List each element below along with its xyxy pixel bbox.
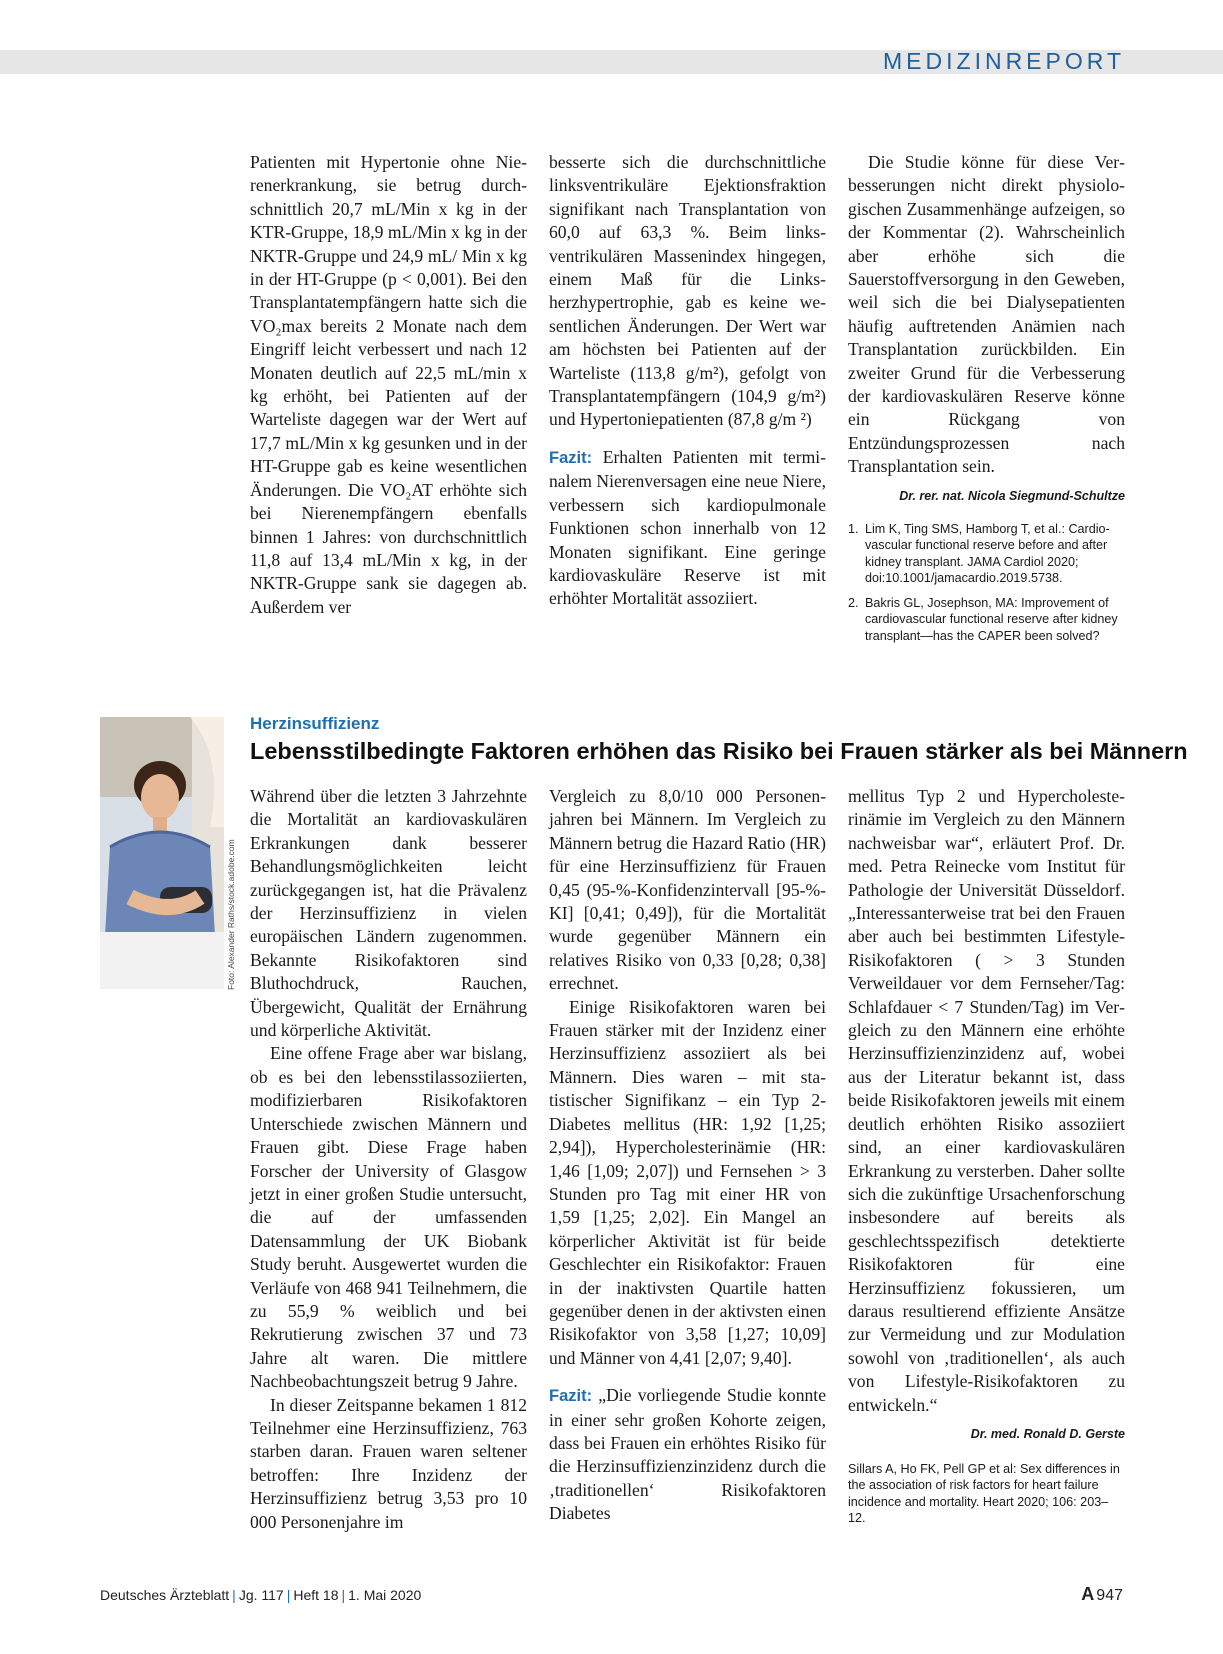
article1-fazit-label: Fazit: — [549, 448, 593, 467]
article2-col2-paragraph: Einige Risikofaktoren waren bei Frauen stärker mit der Inzidenz einer Herzinsuffizienz assoziiert als bei Männern. Dies waren – mit statistischer Signifikanz – ein Typ 2-Diabetes mellitus (HR: 1,92 [1,25; 2,94]), Hypercholesterinämie (HR: 1,46 [1,09; 2,07]) und Fernsehen > 3 Stunden pro Tag mit einer HR von 1,59 [1,25; 2,02]. Ein Mangel an körperlicher Aktivität ist für beide Geschlechter ein Risikofaktor: Frauen in der inaktivsten Quartile hatten gegenüber denen in der aktivsten einen Risikofaktor von 3,58 [1,27; 10,09] und Männer von 4,41 [2,07; 9,40]. — [549, 996, 826, 1368]
journal-issue: Heft 18 — [293, 1587, 339, 1603]
article2-col1-paragraph: Während über die letzten 3 Jahrzehnte die Mortalität an kardiovaskulären Erkrankungen dank besserer Behandlungsmöglichkeiten leicht zurückgegangen ist, hat die Prävalenz der Herzinsuffizienz in vielen europäischen Ländern zugenommen. Bekannte Risikofaktoren sind Bluthochdruck, Rauchen, Übergewicht, Qualität der Ernährung und körperliche Aktivität. — [250, 786, 527, 1041]
article2-reference: Sillars A, Ho FK, Pell GP et al: Sex differences in the association of risk factors for heart failure incidence and mortality. Heart 2020; 106: 203–12. — [848, 1461, 1120, 1526]
section-label: MEDIZINREPORT — [883, 48, 1125, 74]
journal-name: Deutsches Ärzteblatt — [100, 1587, 230, 1603]
footer-separator: | — [286, 1587, 291, 1603]
journal-date: 1. Mai 2020 — [348, 1587, 422, 1603]
article1-col3-text: Die Studie könne für diese Verbesserungen nicht direkt physiologischen Zusammenhänge aufzeigen, so der Kommentar (2). Wahrscheinlich aber erhöhe sich die Sauerstoffversorgung in den Geweben, weil sich die bei Dialysepatienten häufig auftretenden Anämien nach Transplantation zurückbilden. Ein zweiter Grund für die Verbesserung der kardiovaskulären Reserve könne ein Rückgang von Entzündungsprozessen nach Transplantation sein. — [848, 152, 1125, 477]
article2-column-3 — [848, 785, 1125, 1527]
article1-column-3 — [848, 151, 1125, 652]
article2-col3-text: mellitus Typ 2 und Hypercholesterinämie im Vergleich zu den Männern nachweisbar war“, erläutert Prof. Dr. med. Petra Reinecke vom Institut für Pathologie der Universität Düsseldorf. „Interessanterweise trat bei den Frauen aber auch bei bestimmten Lifestyle-Risikofaktoren ( > 3 Stunden Verweildauer vor dem Fernseher/Tag: Schlafdauer < 7 Stunden/Tag) im Vergleich zu den Männern eine erhöhte Herzinsuffizienzinzidenz auf, wobei aus der Literatur bekannt ist, dass beide Risikofaktoren jeweils mit einem deutlich erhöhten Risiko assoziiert sind, an einer kardiovaskulären Erkrankung zu versterben. Daher sollte sich die zukünftige Ursachenforschung insbesondere auf bereits als geschlechtsspezifisch detektierte Risikofaktoren für eine Herzinsuffizienz fokussieren, um daraus resultierend effiziente Ansätze zur Vermeidung und zur Modulation sowohl von ‚traditionellen‘, als auch von Lifestyle-Risikofaktoren zu entwickeln.“ — [848, 786, 1125, 1415]
reference-item — [848, 595, 1125, 645]
article1-fazit — [549, 446, 826, 611]
journal-volume: Jg. 117 — [238, 1587, 284, 1603]
article2-headline: Lebensstilbedingte Faktoren erhöhen das Risiko bei Frauen stärker als bei Männern — [250, 738, 1188, 764]
page-prefix: A — [1081, 1584, 1095, 1604]
article1-fazit-text: Erhalten Patienten mit terminalem Nierenversagen eine neue Niere, verbessern sich kardiopulmonale Funktionen schon innerhalb von 12 Monaten signifikant. Eine geringe kardiovaskuläre Reserve ist mit erhöhter Mortalität assoziiert. — [549, 446, 826, 609]
reference-item — [848, 521, 1125, 587]
article2-col1-paragraph: In dieser Zeitspanne bekamen 1 812 Teilnehmer eine Herzinsuffizienz, 763 starben daran. Frauen waren seltener betroffen: Ihre Inzidenz der Herzinsuffizienz betrug 3,53 pro 10 000 Personenjahre im — [250, 1394, 527, 1532]
article2-col1-paragraph: Eine offene Frage aber war bislang, ob es bei den lebensstilassoziierten, modifizierbaren Risikofaktoren Unterschiede zwischen Männern und Frauen gibt. Diese Frage haben Forscher der University of Glasgow jetzt in einer großen Studie untersucht, die auf der umfassenden Datensammlung der UK Biobank Study beruht. Ausgewertet wurden die Verläufe von 468 941 Teilnehmern, die zu 55,9 % weiblich und bei Rekrutierung zwischen 37 und 73 Jahre alt waren. Die mittlere Nachbeobachtungszeit betrug 9 Jahre. — [250, 1043, 527, 1392]
article2-column-1 — [250, 785, 527, 1534]
article1-col2-text: besserte sich die durchschnittliche linksventrikuläre Ejektionsfraktion signifikant nach Transplantation von 60,0 auf 63,3 %. Beim linksventrikulären Massenindex hingegen, einem Maß für die Linksherzhypertrophie, gab es keine wesentlichen Änderungen. Der Wert war am höchsten bei Patienten auf der Warteliste (113,8 g/m²), gefolgt von Transplantatempfängern (104,9 g/m²) und Hypertoniepatienten (87,8 g/m ²) — [549, 152, 826, 430]
article1-column-1 — [250, 151, 527, 619]
article2-kicker: Herzinsuffizienz — [250, 714, 380, 733]
article1-references — [848, 521, 1125, 645]
article1-author: Dr. rer. nat. Nicola Siegmund-Schultze — [899, 488, 1125, 503]
article2-fazit-label: Fazit: — [549, 1387, 593, 1406]
reference-text: Lim K, Ting SMS, Hamborg T, et al.: Cardiovascular functional reserve before and after kidney transplant. JAMA Cardiol 2020; doi:10.1001/jamacardio.2019.5738. — [865, 521, 1110, 586]
article2-col2-paragraph: Vergleich zu 8,0/10 000 Personenjahren bei Männern. Im Vergleich zu Männern betrug die Hazard Ratio (HR) für eine Herzinsuffizienz für Frauen 0,45 (95-%-Konfidenzintervall [95-%-KI] [0,41; 0,49]), für die Mortalität wurde gegenüber Männern ein relatives Risiko von 0,33 [0,28; 0,38] errechnet. — [549, 786, 827, 994]
article1-col1-text: Patienten mit Hypertonie ohne Nierenerkrankung, sie betrug durchschnittlich 20,7 mL/Min x kg in der KTR-Gruppe, 18,9 mL/Min x kg in der NKTR-Gruppe und 24,9 mL/ Min x kg in der HT-Gruppe (p < 0,001). Bei den Transplantatempfängern hatte sich die VO₂max bereits 2 Monate nach dem Eingriff leicht verbessert und nach 12 Monaten deutlich auf 22,5 mL/min x kg erhöht, bei Patienten auf der Warteliste dagegen war der Wert auf 17,7 mL/Min x kg gesunken und in der HT-Gruppe gab es keine wesentlichen Änderungen. Die VO₂AT erhöhte sich bei Nierenempfängern ebenfalls binnen 1 Jahres: von durchschnittlich 11,8 auf 13,4 mL/Min x kg, in der NKTR-Gruppe sank sie dagegen ab. Außerdem ver — [250, 152, 527, 617]
page-number-block — [1081, 1584, 1123, 1605]
article2-fazit — [549, 1384, 826, 1525]
photo-credit: Foto: Alexander Raths/stock.adobe.com — [226, 839, 236, 990]
reference-number: 1. — [848, 521, 859, 536]
article2-column-2 — [549, 785, 826, 1526]
reference-text: Bakris GL, Josephson, MA: Improvement of cardiovascular functional reserve after kidney transplant—has the CAPER been solved? — [865, 595, 1118, 643]
reference-number: 2. — [848, 595, 859, 610]
article1-column-2 — [549, 151, 826, 611]
nurse-patient-illustration — [100, 717, 224, 989]
article-photo — [100, 717, 224, 989]
footer-journal-info — [100, 1587, 421, 1603]
footer-separator: | — [232, 1587, 236, 1603]
footer-separator: | — [341, 1587, 346, 1603]
article2-author: Dr. med. Ronald D. Gerste — [970, 1426, 1125, 1441]
page-number: 947 — [1096, 1587, 1123, 1604]
article2-fazit-text: „Die vorliegende Studie konnte in einer sehr großen Kohorte zeigen, dass bei Frauen ein erhöhtes Risiko für die Herzinsuffizienzinzidenz durch die ‚traditionellen‘ Risikofaktoren Diabetes — [549, 1385, 826, 1524]
